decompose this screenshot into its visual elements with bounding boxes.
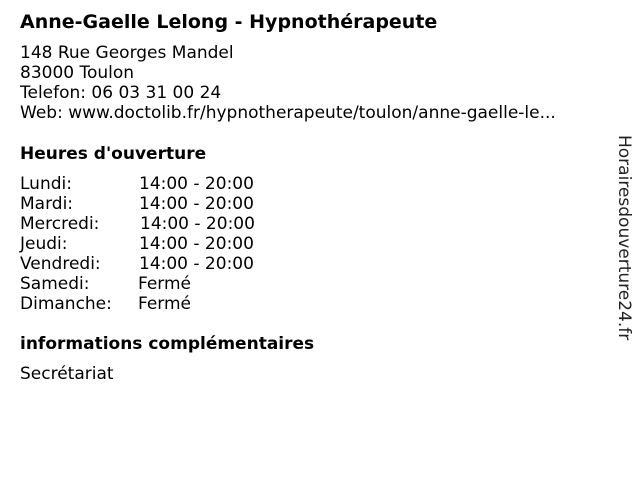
time-value: 14:00 - 20:00 <box>139 254 254 274</box>
day-label: Mercredi: <box>20 214 100 234</box>
time-value: 14:00 - 20:00 <box>139 194 254 214</box>
time-value: 14:00 - 20:00 <box>140 214 255 234</box>
hours-heading: Heures d'ouverture <box>20 144 207 164</box>
address-street: 148 Rue Georges Mandel <box>20 43 234 63</box>
time-value: Fermé <box>138 274 192 294</box>
site-watermark: Horairesdouverture24.fr <box>614 135 634 341</box>
time-value: 14:00 - 20:00 <box>139 234 254 254</box>
website-link[interactable]: Web: www.doctolib.fr/hypnotherapeute/toulon/anne-gaelle-le... <box>20 103 556 123</box>
phone-number[interactable]: Telefon: 06 03 31 00 24 <box>20 83 222 103</box>
info-heading: informations complémentaires <box>20 334 315 354</box>
page-title: Anne-Gaelle Lelong - Hypnothérapeute <box>20 11 438 33</box>
day-label: Vendredi: <box>20 254 101 274</box>
day-label: Mardi: <box>20 194 74 214</box>
day-label: Jeudi: <box>20 234 68 254</box>
day-label: Samedi: <box>20 274 90 294</box>
time-value: 14:00 - 20:00 <box>139 174 254 194</box>
time-value: Fermé <box>138 294 192 314</box>
address-city: 83000 Toulon <box>20 63 135 83</box>
day-label: Dimanche: <box>20 294 112 314</box>
info-text: Secrétariat <box>20 364 114 384</box>
day-label: Lundi: <box>20 174 72 194</box>
address-block <box>20 43 556 123</box>
